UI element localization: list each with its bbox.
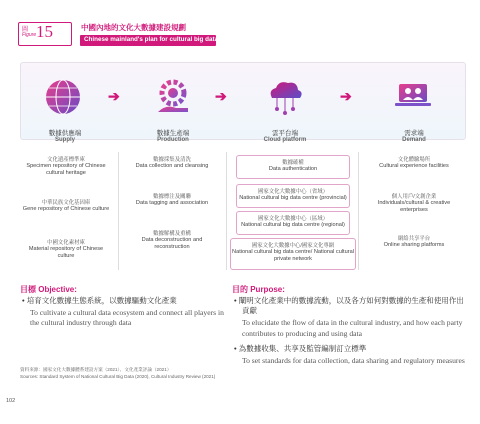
figure-title-zh: 中國內地的文化大數據建設規劃 [81, 23, 186, 32]
column-title-production-en: Production [157, 137, 189, 143]
arrow-right-icon: ➔ [215, 88, 227, 104]
column-title-demand-en: Demand [402, 137, 426, 143]
figure-label-zh: 圖 [22, 27, 29, 33]
demand-item-en: Cultural experience facilities [379, 163, 449, 169]
cloud-item-zh: 國家文化大數據中心（區域） [257, 216, 329, 222]
cloud-box-regional [236, 211, 350, 235]
column-title-cloud-zh: 雲平台端 [272, 130, 298, 137]
globe-icon [40, 74, 86, 120]
supply-item [22, 198, 110, 213]
cloud-item-zh: 國家文化大數據中心/國家文化專網 [251, 243, 335, 249]
purpose-zh: 闡明文化產業中的數據流動，以及各方如何對數據的生產和使用作出貢獻 [238, 296, 464, 316]
production-item-zh: 數據採集及清洗 [153, 157, 191, 163]
column-title-production-zh: 數據生產端 [156, 130, 190, 137]
demand-item-en: Individuals/cultural & creative enterprises [377, 200, 451, 213]
cloud-item-zh: 數據確權 [282, 160, 304, 166]
production-item-zh: 數據標注及關聯 [153, 194, 191, 200]
gear-hand-icon [150, 74, 196, 120]
cloud-item-en: National cultural big data centre (regional) [241, 222, 345, 228]
purpose-zh: 為數據收集、共享及監管編制訂立標準 [238, 344, 367, 353]
arrow-right-icon: ➔ [340, 88, 352, 104]
supply-item-en: Gene repository of Chinese culture [22, 206, 110, 212]
column-title-supply-en: Supply [54, 137, 75, 143]
cloud-network-icon [262, 74, 308, 120]
objective-bullet [20, 296, 225, 329]
production-item [128, 192, 216, 207]
production-item-en: Data tagging and association [135, 200, 209, 206]
figure-title-en: Chinese mainland's plan for cultural big data [84, 36, 219, 43]
supply-item-en: Material repository of Chinese culture [28, 246, 104, 259]
production-item-zh: 數據解構及重構 [153, 231, 191, 237]
bullet-dot: • [234, 296, 237, 305]
production-item-en: Data deconstruction and reconstruction [141, 237, 203, 250]
cloud-box-national [230, 238, 356, 270]
production-item [128, 229, 216, 251]
column-divider [226, 152, 227, 270]
objective-en: To cultivate a cultural data ecosystem and connect all players in the cultural industry through data [30, 308, 224, 328]
figure-number: 15 [36, 22, 53, 41]
purpose-heading: 目的 Purpose: [232, 285, 285, 294]
purpose-en: To elucidate the flow of data in the cultural industry, and how each party contributes to producing and using data [242, 318, 463, 338]
demand-item [368, 155, 460, 170]
demand-item-zh: 個人用戶/文創企業 [391, 194, 437, 200]
supply-item [22, 238, 110, 260]
cloud-item-en: National cultural big data centre/ National cultural private network [232, 249, 354, 262]
purpose-en: To set standards for data collection, data sharing and regulatory measures [242, 356, 465, 366]
production-item-en: Data collection and cleansing [135, 163, 209, 169]
column-title-cloud-en: Cloud platform [263, 137, 307, 143]
purpose-bullet [232, 296, 468, 339]
supply-item-en: Specimen repository of Chinese cultural heritage [26, 163, 106, 176]
cloud-item-zh: 國家文化大數據中心（省域） [257, 189, 329, 195]
supply-item-zh: 中國文化素材庫 [47, 240, 85, 246]
bullet-dot: • [234, 344, 237, 353]
demand-item-zh: 文化體驗場所 [397, 157, 431, 163]
supply-item [22, 155, 110, 177]
column-divider [118, 152, 119, 270]
cloud-item-en: National cultural big data centre (provincial) [239, 195, 347, 201]
column-title-demand-zh: 需求端 [404, 130, 424, 137]
arrow-right-icon: ➔ [108, 88, 120, 104]
column-divider [358, 152, 359, 270]
objective-heading: 目標 Objective: [20, 285, 77, 294]
demand-item-en: Online sharing platforms [383, 242, 445, 248]
demand-item [368, 192, 460, 214]
demand-item-zh: 網絡共享平台 [397, 236, 431, 242]
cloud-box-authentication [236, 155, 350, 179]
page-number: 102 [6, 398, 16, 404]
sources-en: Sources: Standard System of National Cultural Big Data (2020), Cultural Industry Review (2021) [20, 374, 216, 379]
objective-zh: 培育文化數據生態系統，以數據驅動文化產業 [26, 296, 177, 305]
cloud-item-en: Data authentication [268, 166, 318, 172]
demand-item [368, 234, 460, 249]
production-item [128, 155, 216, 170]
supply-item-zh: 文化遺產標準庫 [47, 157, 85, 163]
supply-item-zh: 中華民族文化基因庫 [41, 200, 91, 206]
cloud-box-provincial [236, 184, 350, 208]
users-laptop-icon [390, 74, 436, 120]
sources-zh: 資料來源：國家文化大數據體系建設方案（2021）、文化產業評論（2021） [20, 367, 172, 372]
bullet-dot: • [22, 296, 25, 305]
purpose-bullet [232, 344, 468, 366]
column-title-supply-zh: 數據供應端 [48, 130, 82, 137]
figure-label-en: Figure [22, 32, 37, 38]
